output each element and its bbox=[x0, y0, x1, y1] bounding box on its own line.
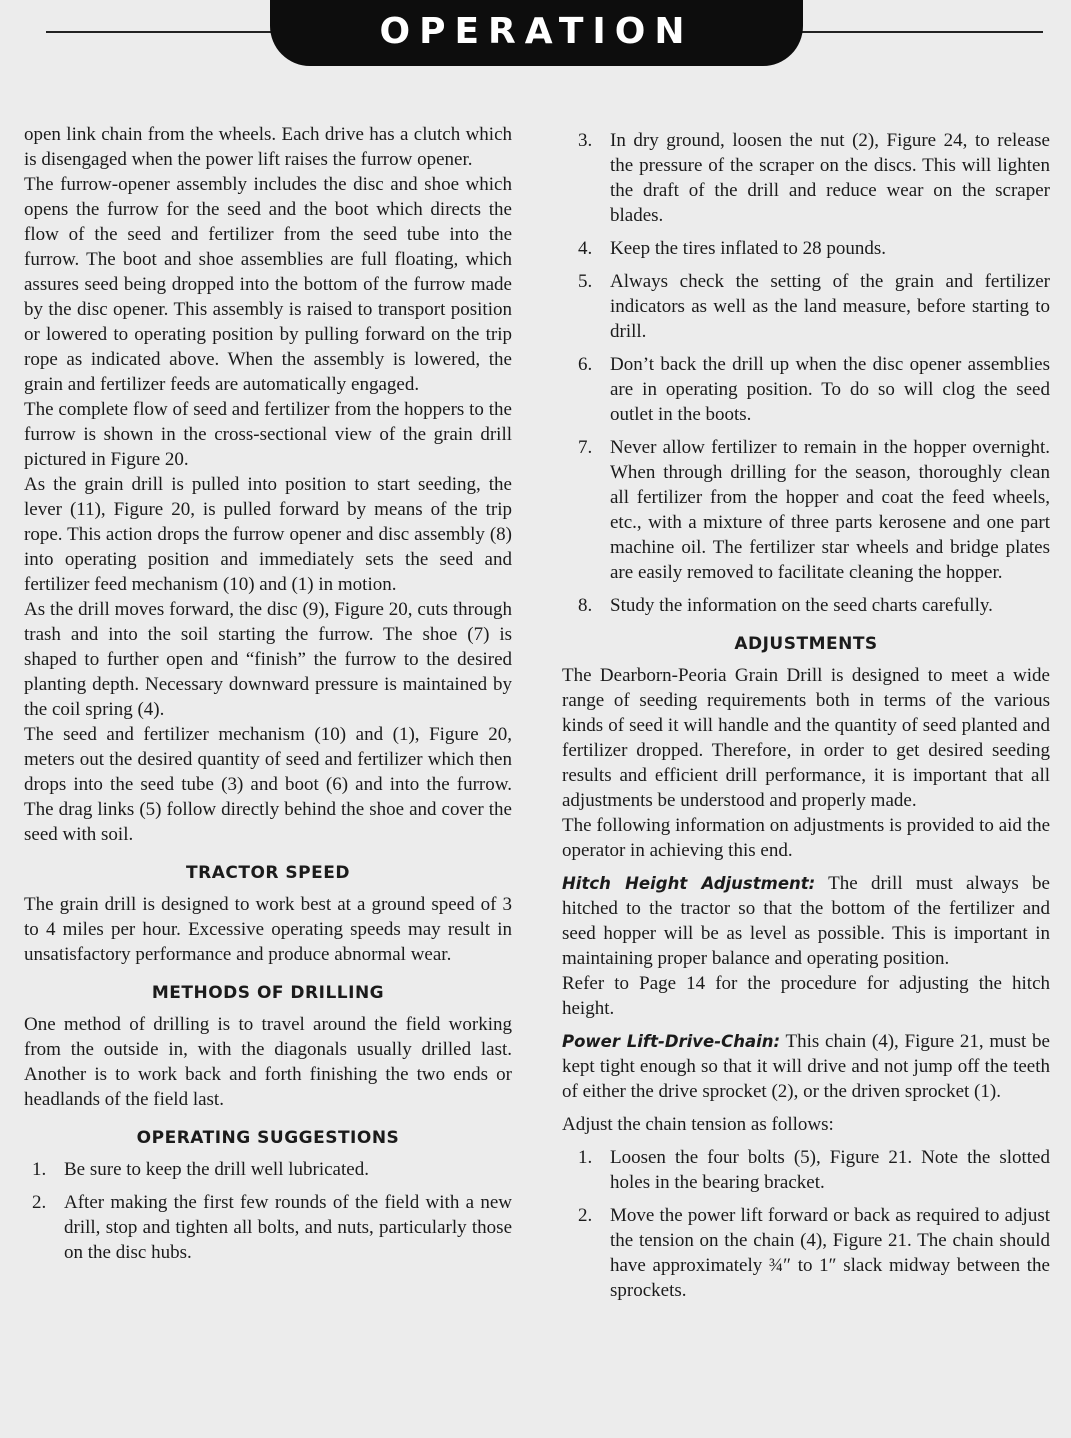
paragraph-hitch-height bbox=[562, 871, 1050, 971]
page-title: OPERATION bbox=[379, 10, 694, 52]
tension-steps-list bbox=[562, 1145, 1050, 1303]
list-item bbox=[562, 269, 1050, 344]
suggestions-list bbox=[24, 1157, 512, 1265]
list-text: Move the power lift forward or back as required to adjust the tension on the chain (4), Figure 21. The chain should have approximately ¾″ to 1″ slack midway between the sprockets. bbox=[610, 1205, 1050, 1301]
list-number: 5. bbox=[578, 271, 593, 292]
list-item bbox=[562, 1203, 1050, 1303]
list-text: Loosen the four bolts (5), Figure 21. Note the slotted holes in the bearing bracket. bbox=[610, 1147, 1050, 1193]
paragraph: As the grain drill is pulled into position to start seeding, the lever (11), Figure 20, is pulled forward by means of the trip rope. This action drops the furrow opener and disc assembly (8) into operating position and immediately sets the seed and fertilizer feed mechanism (10) and (1) in motion. bbox=[24, 474, 512, 595]
paragraph: As the drill moves forward, the disc (9), Figure 20, cuts through trash and into the soil starting the furrow. The shoe (7) is shaped to further open and “finish” the furrow to the desired planting depth. Necessary downward pressure is maintained by the coil spring (4). bbox=[24, 599, 512, 720]
list-number: 8. bbox=[578, 595, 593, 616]
paragraph: The complete flow of seed and fertilizer from the hoppers to the furrow is shown in the cross-sectional view of the grain drill pictured in Figure 20. bbox=[24, 399, 512, 470]
list-text: Don’t back the drill up when the disc opener assemblies are in operating position. To do so will clog the seed outlet in the boots. bbox=[610, 354, 1050, 425]
paragraph: The furrow-opener assembly includes the disc and shoe which opens the furrow for the seed and the boot which directs the flow of the seed and fertilizer from the seed tube into the furrow. The boot and shoe assemblies are full floating, which assures seed being dropped into the bottom of the furrow made by the disc opener. This assembly is raised to transport position or lowered to operating position by pulling forward on the trip rope as indicated above. When the assembly is lowered, the grain and fertilizer feeds are automatically engaged. bbox=[24, 174, 512, 395]
section-heading-methods: METHODS OF DRILLING bbox=[151, 983, 385, 1003]
list-item bbox=[562, 593, 1050, 618]
power-lift-text: This chain (4), Figure 21, must be kept tight enough so that it will drive and not jump off the teeth of either the drive sprocket (2), or the driven sprocket (1). bbox=[562, 1031, 1050, 1102]
list-text: Keep the tires inflated to 28 pounds. bbox=[610, 238, 886, 259]
header-rule-left bbox=[46, 31, 286, 33]
list-text: Be sure to keep the drill well lubricated. bbox=[64, 1159, 369, 1180]
list-item bbox=[562, 236, 1050, 261]
list-number: 2. bbox=[578, 1205, 593, 1226]
paragraph: The following information on adjustments is provided to aid the operator in achieving this end. bbox=[562, 815, 1050, 861]
paragraph-power-lift bbox=[562, 1029, 1050, 1104]
list-number: 4. bbox=[578, 238, 593, 259]
list-number: 7. bbox=[578, 437, 593, 458]
paragraph: The grain drill is designed to work best at a ground speed of 3 to 4 miles per hour. Excessive operating speeds may result in unsatisfactory performance and produce abnormal wear. bbox=[24, 894, 512, 965]
list-item bbox=[562, 1145, 1050, 1195]
list-text: After making the first few rounds of the field with a new drill, stop and tighten all bolts, and nuts, particularly those on the disc hubs. bbox=[64, 1192, 512, 1263]
paragraph: The seed and fertilizer mechanism (10) and (1), Figure 20, meters out the desired quantity of seed and fertilizer which then drops into the seed tube (3) and boot (6) and into the furrow. The drag links (5) follow directly behind the shoe and cover the seed with soil. bbox=[24, 724, 512, 845]
subheading-power-lift: Power Lift-Drive-Chain: bbox=[562, 1032, 781, 1051]
list-item bbox=[24, 1157, 512, 1182]
list-item bbox=[562, 352, 1050, 427]
section-heading-tractor-speed: TRACTOR SPEED bbox=[186, 863, 350, 883]
list-text: Study the information on the seed charts carefully. bbox=[610, 595, 993, 616]
list-number: 6. bbox=[578, 354, 593, 375]
list-text: Always check the setting of the grain and fertilizer indicators as well as the land measure, before starting to drill. bbox=[610, 271, 1050, 342]
paragraph: Adjust the chain tension as follows: bbox=[562, 1114, 834, 1135]
list-text: In dry ground, loosen the nut (2), Figure 24, to release the pressure of the scraper on the discs. This will lighten the draft of the drill and reduce wear on the scraper blades. bbox=[610, 130, 1050, 226]
section-heading-adjustments: ADJUSTMENTS bbox=[734, 634, 878, 654]
subheading-hitch-height: Hitch Height Adjustment: bbox=[562, 874, 816, 893]
left-column bbox=[24, 122, 512, 1273]
paragraph: The Dearborn-Peoria Grain Drill is designed to meet a wide range of seeding requirements both in terms of the various kinds of seed it will handle and the quantity of seed planted and fertilizer dropped. Therefore, in order to get desired seeding results and efficient drill performance, it is important that all adjustments be understood and properly made. bbox=[562, 665, 1050, 811]
list-text: Never allow fertilizer to remain in the hopper overnight. When through drilling for the season, thoroughly clean all fertilizer from the hopper and coat the feed wheels, etc., with a mixture of three parts kerosene and one part machine oil. The fertilizer star wheels and bridge plates are easily removed to facilitate cleaning the hopper. bbox=[610, 437, 1050, 583]
header-tab bbox=[270, 0, 803, 66]
right-column bbox=[562, 128, 1050, 1311]
paragraph: open link chain from the wheels. Each drive has a clutch which is disengaged when the power lift raises the furrow opener. bbox=[24, 124, 512, 170]
list-number: 2. bbox=[32, 1192, 47, 1213]
list-number: 1. bbox=[32, 1159, 47, 1180]
suggestions-list-continued bbox=[562, 128, 1050, 618]
paragraph: One method of drilling is to travel around the field working from the outside in, with the diagonals usually drilled last. Another is to work back and forth finishing the two ends or headlands of the field last. bbox=[24, 1014, 512, 1110]
section-heading-operating-suggestions: OPERATING SUGGESTIONS bbox=[136, 1128, 400, 1148]
hitch-height-text: The drill must always be hitched to the tractor so that the bottom of the fertilizer and seed hopper will be as level as possible. This is important in maintaining proper balance and operating position. bbox=[562, 873, 1050, 969]
paragraph: Refer to Page 14 for the procedure for adjusting the hitch height. bbox=[562, 973, 1050, 1019]
list-item bbox=[562, 435, 1050, 585]
list-number: 1. bbox=[578, 1147, 593, 1168]
header-rule-right bbox=[790, 31, 1043, 33]
list-number: 3. bbox=[578, 130, 593, 151]
list-item bbox=[562, 128, 1050, 228]
list-item bbox=[24, 1190, 512, 1265]
